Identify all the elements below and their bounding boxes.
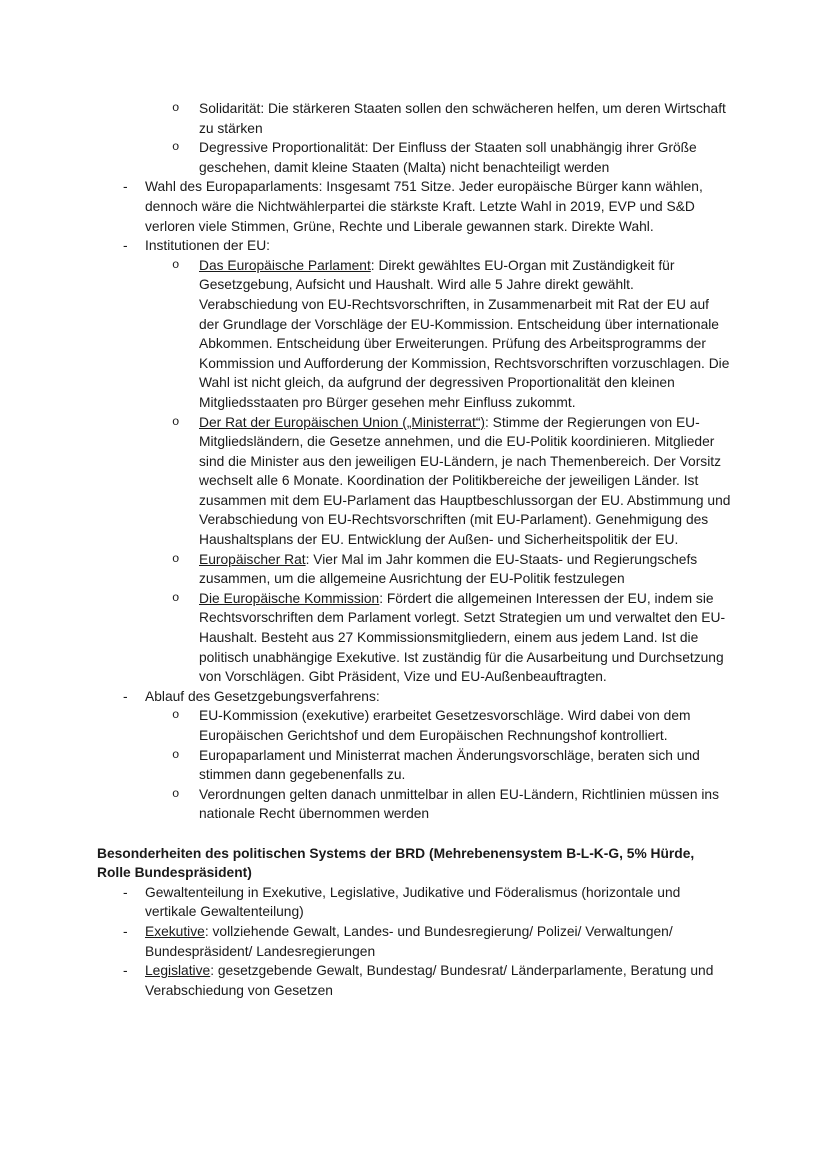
list-item-text	[199, 589, 731, 687]
list-item	[123, 883, 731, 922]
text-run: : Vier Mal im Jahr kommen die EU-Staats- und Regierungschefs zusammen, um die allgemeine Ausrichtung der EU-Politik festzulegen	[199, 551, 698, 587]
list-item	[172, 746, 731, 785]
text-run: : Fördert die allgemeinen Interessen der EU, indem sie Rechtsvorschriften dem Parlament vorlegt. Setzt Strategien um und verwaltet den EU-Haushalt. Besteht aus 27 Kommissionsmitgliedern, einem aus jedem Land. Ist die politisch unabhängige Exekutive. Ist zuständig für die Ausarbeitung und Durchsetzung von Vorschlägen. Gibt Präsident, Vize und EU-Außenbeauftragten.	[199, 590, 726, 685]
text-run: Institutionen der EU:	[145, 238, 271, 254]
list-item-text	[199, 413, 731, 550]
dash-bullet-marker: -	[123, 179, 128, 195]
underlined-term: Der Rat der Europäischen Union („Ministerrat“)	[199, 414, 486, 430]
list-item	[172, 99, 731, 138]
list-item	[172, 413, 731, 550]
text-run: Ablauf des Gesetzgebungsverfahrens:	[145, 688, 380, 704]
list-item-text	[199, 785, 731, 824]
list-item	[123, 961, 731, 1000]
document-content	[97, 99, 731, 1000]
list-item-text	[199, 550, 731, 589]
list-item	[123, 177, 731, 236]
circle-bullet-marker: o	[172, 257, 180, 272]
circle-bullet-marker: o	[172, 101, 180, 115]
text-run: Verordnungen gelten danach unmittelbar in allen EU-Ländern, Richtlinien müssen ins nationale Recht übernommen werden	[199, 786, 720, 822]
text-run: : Stimme der Regierungen von EU-Mitgliedsländern, die Gesetze annehmen, und die EU-Politik koordinieren. Mitglieder sind die Minister aus den jeweiligen EU-Ländern, je nach Themenbereich. Der Vorsitz wechselt alle 6 Monate. Koordination der Politikbereiche der jeweiligen Länder. Ist zusammen mit dem EU-Parlament das Hauptbeschlussorgan der EU. Abstimmung und Verabschiedung von EU-Rechtsvorschriften (mit EU-Parlament). Genehmigung des Haushaltsplans der EU. Entwicklung der Außen- und Sicherheitspolitik der EU.	[199, 414, 731, 548]
text-run: EU-Kommission (exekutive) erarbeitet Gesetzesvorschläge. Wird dabei von dem Europäischen Gerichtshof und dem Europäischen Rechnungshof kontrolliert.	[199, 708, 691, 743]
circle-bullet-marker: o	[172, 414, 180, 429]
list-item-text	[145, 922, 731, 961]
underlined-term: Europäischer Rat	[199, 551, 306, 567]
list-item-text	[199, 138, 731, 177]
dash-bullet-marker: -	[123, 963, 128, 979]
section-heading	[97, 844, 731, 883]
text-run: Europaparlament und Ministerrat machen Änderungsvorschläge, beraten sich und stimmen dann gegebenenfalls zu.	[199, 747, 700, 783]
list-item	[123, 687, 731, 707]
list-item	[123, 922, 731, 961]
paragraph-spacer	[97, 824, 731, 844]
list-item-text	[199, 256, 731, 413]
circle-bullet-marker: o	[172, 551, 180, 566]
dash-bullet-marker: -	[123, 884, 128, 900]
list-item-text	[145, 687, 731, 707]
list-item-text	[145, 236, 731, 256]
text-run: : vollziehende Gewalt, Landes- und Bundesregierung/ Polizei/ Verwaltungen/ Bundespräsident/ Landesregierungen	[145, 923, 673, 959]
underlined-term: Legislative	[145, 963, 211, 979]
text-run: Besonderheiten des politischen Systems der BRD (Mehrebenensystem B-L-K-G, 5% Hürde, Rolle Bundespräsident)	[97, 845, 695, 881]
circle-bullet-marker: o	[172, 708, 180, 723]
list-item-text	[199, 706, 731, 745]
list-item-text	[145, 177, 731, 236]
list-item-text	[145, 961, 731, 1000]
circle-bullet-marker: o	[172, 140, 180, 155]
list-item-text	[199, 99, 731, 138]
text-run: Wahl des Europaparlaments: Insgesamt 751 Sitze. Jeder europäische Bürger kann wählen, dennoch wäre die Nichtwählerpartei die stärkste Kraft. Letzte Wahl in 2019, EVP und S&D verloren viele Stimmen, Grüne, Rechte und Liberale gewannen stark. Direkte Wahl.	[145, 179, 703, 234]
dash-bullet-marker: -	[123, 238, 128, 254]
text-run: Solidarität: Die stärkeren Staaten sollen den schwächeren helfen, um deren Wirtschaft zu stärken	[199, 101, 726, 136]
text-run: : Direkt gewähltes EU-Organ mit Zuständigkeit für Gesetzgebung, Aufsicht und Haushalt. Wird alle 5 Jahre direkt gewählt. Verabschiedung von EU-Rechtsvorschriften, in Zusammenarbeit mit Rat der EU auf der Grundlage der Vorschläge der EU-Kommission. Entscheidung über internationale Abkommen. Entscheidung über Erweiterungen. Prüfung des Arbeitsprogramms der Kommission und Aufforderung der Kommission, Rechtsvorschriften vorzuschlagen. Die Wahl ist nicht gleich, da aufgrund der degressiven Proportionalität den kleinen Mitgliedsstaaten pro Bürger gesehen mehr Einfluss zukommt.	[199, 257, 730, 410]
circle-bullet-marker: o	[172, 747, 180, 762]
list-item	[172, 550, 731, 589]
list-item	[172, 785, 731, 824]
list-item	[172, 706, 731, 745]
circle-bullet-marker: o	[172, 786, 180, 801]
text-run: : gesetzgebende Gewalt, Bundestag/ Bundesrat/ Länderparlamente, Beratung und Verabschiedung von Gesetzen	[145, 963, 714, 998]
list-item	[123, 236, 731, 256]
text-run: Gewaltenteilung in Exekutive, Legislative, Judikative und Föderalismus (horizontale und vertikale Gewaltenteilung)	[145, 884, 681, 920]
list-item	[172, 256, 731, 413]
list-item-text	[199, 746, 731, 785]
list-item	[172, 589, 731, 687]
dash-bullet-marker: -	[123, 923, 128, 939]
underlined-term: Das Europäische Parlament	[199, 257, 371, 273]
underlined-term: Exekutive	[145, 923, 205, 939]
circle-bullet-marker: o	[172, 590, 180, 605]
list-item-text	[145, 883, 731, 922]
dash-bullet-marker: -	[123, 688, 128, 704]
text-run: Degressive Proportionalität: Der Einfluss der Staaten soll unabhängig ihrer Größe geschehen, damit kleine Staaten (Malta) nicht benachteiligt werden	[199, 140, 697, 175]
underlined-term: Die Europäische Kommission	[199, 590, 380, 606]
list-item	[172, 138, 731, 177]
